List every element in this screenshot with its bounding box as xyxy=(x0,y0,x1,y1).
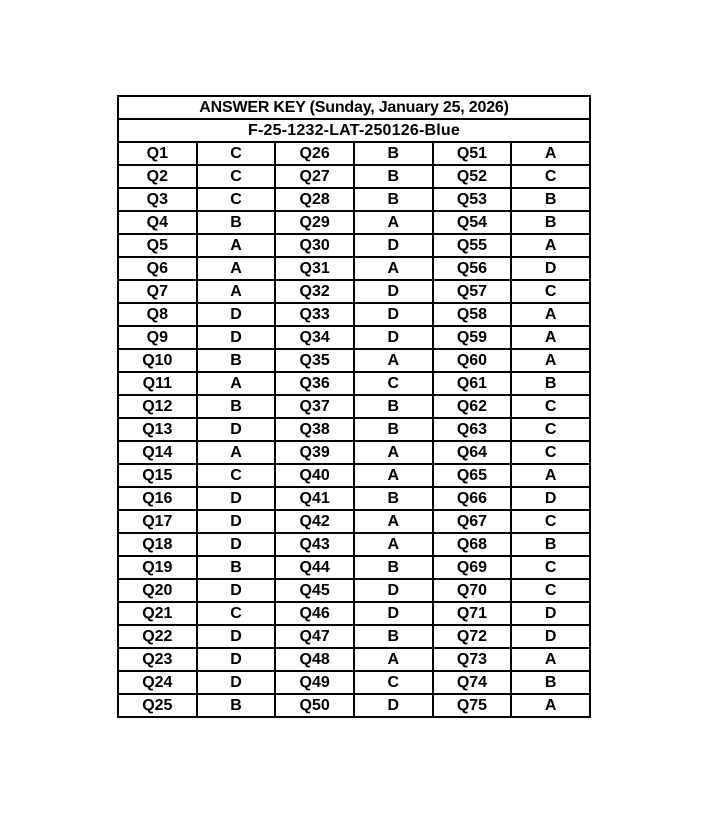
question-label: Q26 xyxy=(275,142,354,165)
question-label: Q8 xyxy=(118,303,197,326)
answer-value: B xyxy=(511,188,590,211)
answer-value: C xyxy=(511,510,590,533)
table-row xyxy=(118,326,590,349)
answer-value: D xyxy=(354,579,433,602)
question-label: Q16 xyxy=(118,487,197,510)
question-label: Q24 xyxy=(118,671,197,694)
table-row xyxy=(118,349,590,372)
answer-value: D xyxy=(197,510,276,533)
answer-value: D xyxy=(197,625,276,648)
table-row xyxy=(118,464,590,487)
answer-key-table xyxy=(117,95,591,718)
answer-value: C xyxy=(511,441,590,464)
table-row xyxy=(118,234,590,257)
question-label: Q9 xyxy=(118,326,197,349)
question-label: Q40 xyxy=(275,464,354,487)
answer-value: B xyxy=(354,395,433,418)
answer-value: B xyxy=(354,188,433,211)
table-row xyxy=(118,694,590,717)
title-row xyxy=(118,96,590,119)
question-label: Q55 xyxy=(433,234,512,257)
answer-value: D xyxy=(197,671,276,694)
answer-value: A xyxy=(354,464,433,487)
table-row xyxy=(118,441,590,464)
table-row xyxy=(118,395,590,418)
question-label: Q31 xyxy=(275,257,354,280)
answer-value: A xyxy=(197,257,276,280)
answer-value: C xyxy=(511,165,590,188)
answer-value: B xyxy=(511,372,590,395)
answer-value: A xyxy=(354,349,433,372)
answer-value: D xyxy=(354,694,433,717)
table-row xyxy=(118,602,590,625)
table-row xyxy=(118,510,590,533)
answer-value: B xyxy=(354,556,433,579)
question-label: Q43 xyxy=(275,533,354,556)
question-label: Q60 xyxy=(433,349,512,372)
question-label: Q64 xyxy=(433,441,512,464)
question-label: Q15 xyxy=(118,464,197,487)
answer-value: A xyxy=(354,510,433,533)
answer-value: B xyxy=(354,418,433,441)
answer-value: D xyxy=(197,326,276,349)
answer-value: A xyxy=(511,349,590,372)
answer-value: A xyxy=(511,694,590,717)
table-row xyxy=(118,487,590,510)
question-label: Q37 xyxy=(275,395,354,418)
answer-value: B xyxy=(354,165,433,188)
answer-value: D xyxy=(197,533,276,556)
table-row xyxy=(118,257,590,280)
question-label: Q1 xyxy=(118,142,197,165)
question-label: Q7 xyxy=(118,280,197,303)
answer-value: D xyxy=(354,280,433,303)
table-row xyxy=(118,533,590,556)
table-row xyxy=(118,556,590,579)
answer-value: D xyxy=(511,487,590,510)
answer-value: A xyxy=(354,257,433,280)
table-row xyxy=(118,280,590,303)
answer-value: B xyxy=(197,694,276,717)
question-label: Q44 xyxy=(275,556,354,579)
table-row xyxy=(118,165,590,188)
answer-value: A xyxy=(511,142,590,165)
answer-value: A xyxy=(511,464,590,487)
answer-value: C xyxy=(197,188,276,211)
question-label: Q73 xyxy=(433,648,512,671)
question-label: Q66 xyxy=(433,487,512,510)
table-row xyxy=(118,579,590,602)
question-label: Q67 xyxy=(433,510,512,533)
table-row xyxy=(118,648,590,671)
question-label: Q17 xyxy=(118,510,197,533)
answer-value: B xyxy=(511,533,590,556)
answer-value: D xyxy=(511,625,590,648)
question-label: Q51 xyxy=(433,142,512,165)
answer-key-body xyxy=(118,96,590,717)
question-label: Q18 xyxy=(118,533,197,556)
question-label: Q13 xyxy=(118,418,197,441)
question-label: Q58 xyxy=(433,303,512,326)
question-label: Q72 xyxy=(433,625,512,648)
question-label: Q10 xyxy=(118,349,197,372)
table-row xyxy=(118,372,590,395)
answer-value: A xyxy=(354,211,433,234)
answer-value: C xyxy=(197,602,276,625)
question-label: Q28 xyxy=(275,188,354,211)
answer-value: A xyxy=(511,648,590,671)
question-label: Q71 xyxy=(433,602,512,625)
answer-value: A xyxy=(354,648,433,671)
question-label: Q65 xyxy=(433,464,512,487)
answer-value: B xyxy=(354,625,433,648)
answer-value: D xyxy=(197,648,276,671)
answer-value: B xyxy=(197,395,276,418)
table-row xyxy=(118,188,590,211)
table-row xyxy=(118,303,590,326)
question-label: Q19 xyxy=(118,556,197,579)
question-label: Q50 xyxy=(275,694,354,717)
answer-value: A xyxy=(511,234,590,257)
answer-value: A xyxy=(511,303,590,326)
question-label: Q45 xyxy=(275,579,354,602)
question-label: Q41 xyxy=(275,487,354,510)
question-label: Q6 xyxy=(118,257,197,280)
question-label: Q42 xyxy=(275,510,354,533)
answer-value: C xyxy=(511,280,590,303)
question-label: Q57 xyxy=(433,280,512,303)
question-label: Q75 xyxy=(433,694,512,717)
question-label: Q62 xyxy=(433,395,512,418)
answer-value: D xyxy=(197,418,276,441)
answer-value: D xyxy=(197,303,276,326)
answer-value: D xyxy=(197,579,276,602)
exam-code-row xyxy=(118,119,590,142)
question-label: Q21 xyxy=(118,602,197,625)
answer-value: C xyxy=(197,142,276,165)
question-label: Q30 xyxy=(275,234,354,257)
question-label: Q32 xyxy=(275,280,354,303)
table-row xyxy=(118,625,590,648)
answer-value: C xyxy=(511,395,590,418)
question-label: Q53 xyxy=(433,188,512,211)
question-label: Q4 xyxy=(118,211,197,234)
question-label: Q11 xyxy=(118,372,197,395)
answer-value: B xyxy=(197,211,276,234)
question-label: Q34 xyxy=(275,326,354,349)
question-label: Q48 xyxy=(275,648,354,671)
answer-value: A xyxy=(511,326,590,349)
answer-value: C xyxy=(197,165,276,188)
question-label: Q61 xyxy=(433,372,512,395)
answer-value: D xyxy=(511,257,590,280)
answer-value: C xyxy=(511,579,590,602)
question-label: Q5 xyxy=(118,234,197,257)
question-label: Q56 xyxy=(433,257,512,280)
answer-value: B xyxy=(511,211,590,234)
answer-value: D xyxy=(354,326,433,349)
exam-code-label: F-25-1232-LAT-250126-Blue xyxy=(118,119,590,142)
question-label: Q27 xyxy=(275,165,354,188)
answer-value: A xyxy=(197,234,276,257)
answer-value: B xyxy=(354,142,433,165)
question-label: Q47 xyxy=(275,625,354,648)
answer-value: B xyxy=(197,556,276,579)
question-label: Q69 xyxy=(433,556,512,579)
question-label: Q29 xyxy=(275,211,354,234)
table-row xyxy=(118,142,590,165)
question-label: Q25 xyxy=(118,694,197,717)
question-label: Q2 xyxy=(118,165,197,188)
answer-value: A xyxy=(197,372,276,395)
answer-value: C xyxy=(354,671,433,694)
question-label: Q35 xyxy=(275,349,354,372)
question-label: Q74 xyxy=(433,671,512,694)
answer-value: A xyxy=(354,533,433,556)
answer-value: D xyxy=(197,487,276,510)
answer-key-container xyxy=(117,95,591,718)
table-row xyxy=(118,671,590,694)
question-label: Q38 xyxy=(275,418,354,441)
question-label: Q14 xyxy=(118,441,197,464)
question-label: Q52 xyxy=(433,165,512,188)
question-label: Q54 xyxy=(433,211,512,234)
question-label: Q36 xyxy=(275,372,354,395)
question-label: Q49 xyxy=(275,671,354,694)
question-label: Q68 xyxy=(433,533,512,556)
question-label: Q70 xyxy=(433,579,512,602)
answer-value: C xyxy=(354,372,433,395)
question-label: Q39 xyxy=(275,441,354,464)
question-label: Q12 xyxy=(118,395,197,418)
table-row xyxy=(118,418,590,441)
question-label: Q23 xyxy=(118,648,197,671)
answer-value: B xyxy=(197,349,276,372)
question-label: Q46 xyxy=(275,602,354,625)
answer-value: C xyxy=(197,464,276,487)
question-label: Q22 xyxy=(118,625,197,648)
question-label: Q33 xyxy=(275,303,354,326)
answer-value: B xyxy=(511,671,590,694)
answer-value: D xyxy=(511,602,590,625)
answer-value: B xyxy=(354,487,433,510)
answer-value: D xyxy=(354,234,433,257)
answer-value: C xyxy=(511,556,590,579)
question-label: Q59 xyxy=(433,326,512,349)
answer-value: D xyxy=(354,303,433,326)
answer-key-title: ANSWER KEY (Sunday, January 25, 2026) xyxy=(118,96,590,119)
answer-value: A xyxy=(354,441,433,464)
answer-value: A xyxy=(197,441,276,464)
answer-value: D xyxy=(354,602,433,625)
answer-value: C xyxy=(511,418,590,441)
question-label: Q63 xyxy=(433,418,512,441)
question-label: Q3 xyxy=(118,188,197,211)
answer-value: A xyxy=(197,280,276,303)
question-label: Q20 xyxy=(118,579,197,602)
table-row xyxy=(118,211,590,234)
